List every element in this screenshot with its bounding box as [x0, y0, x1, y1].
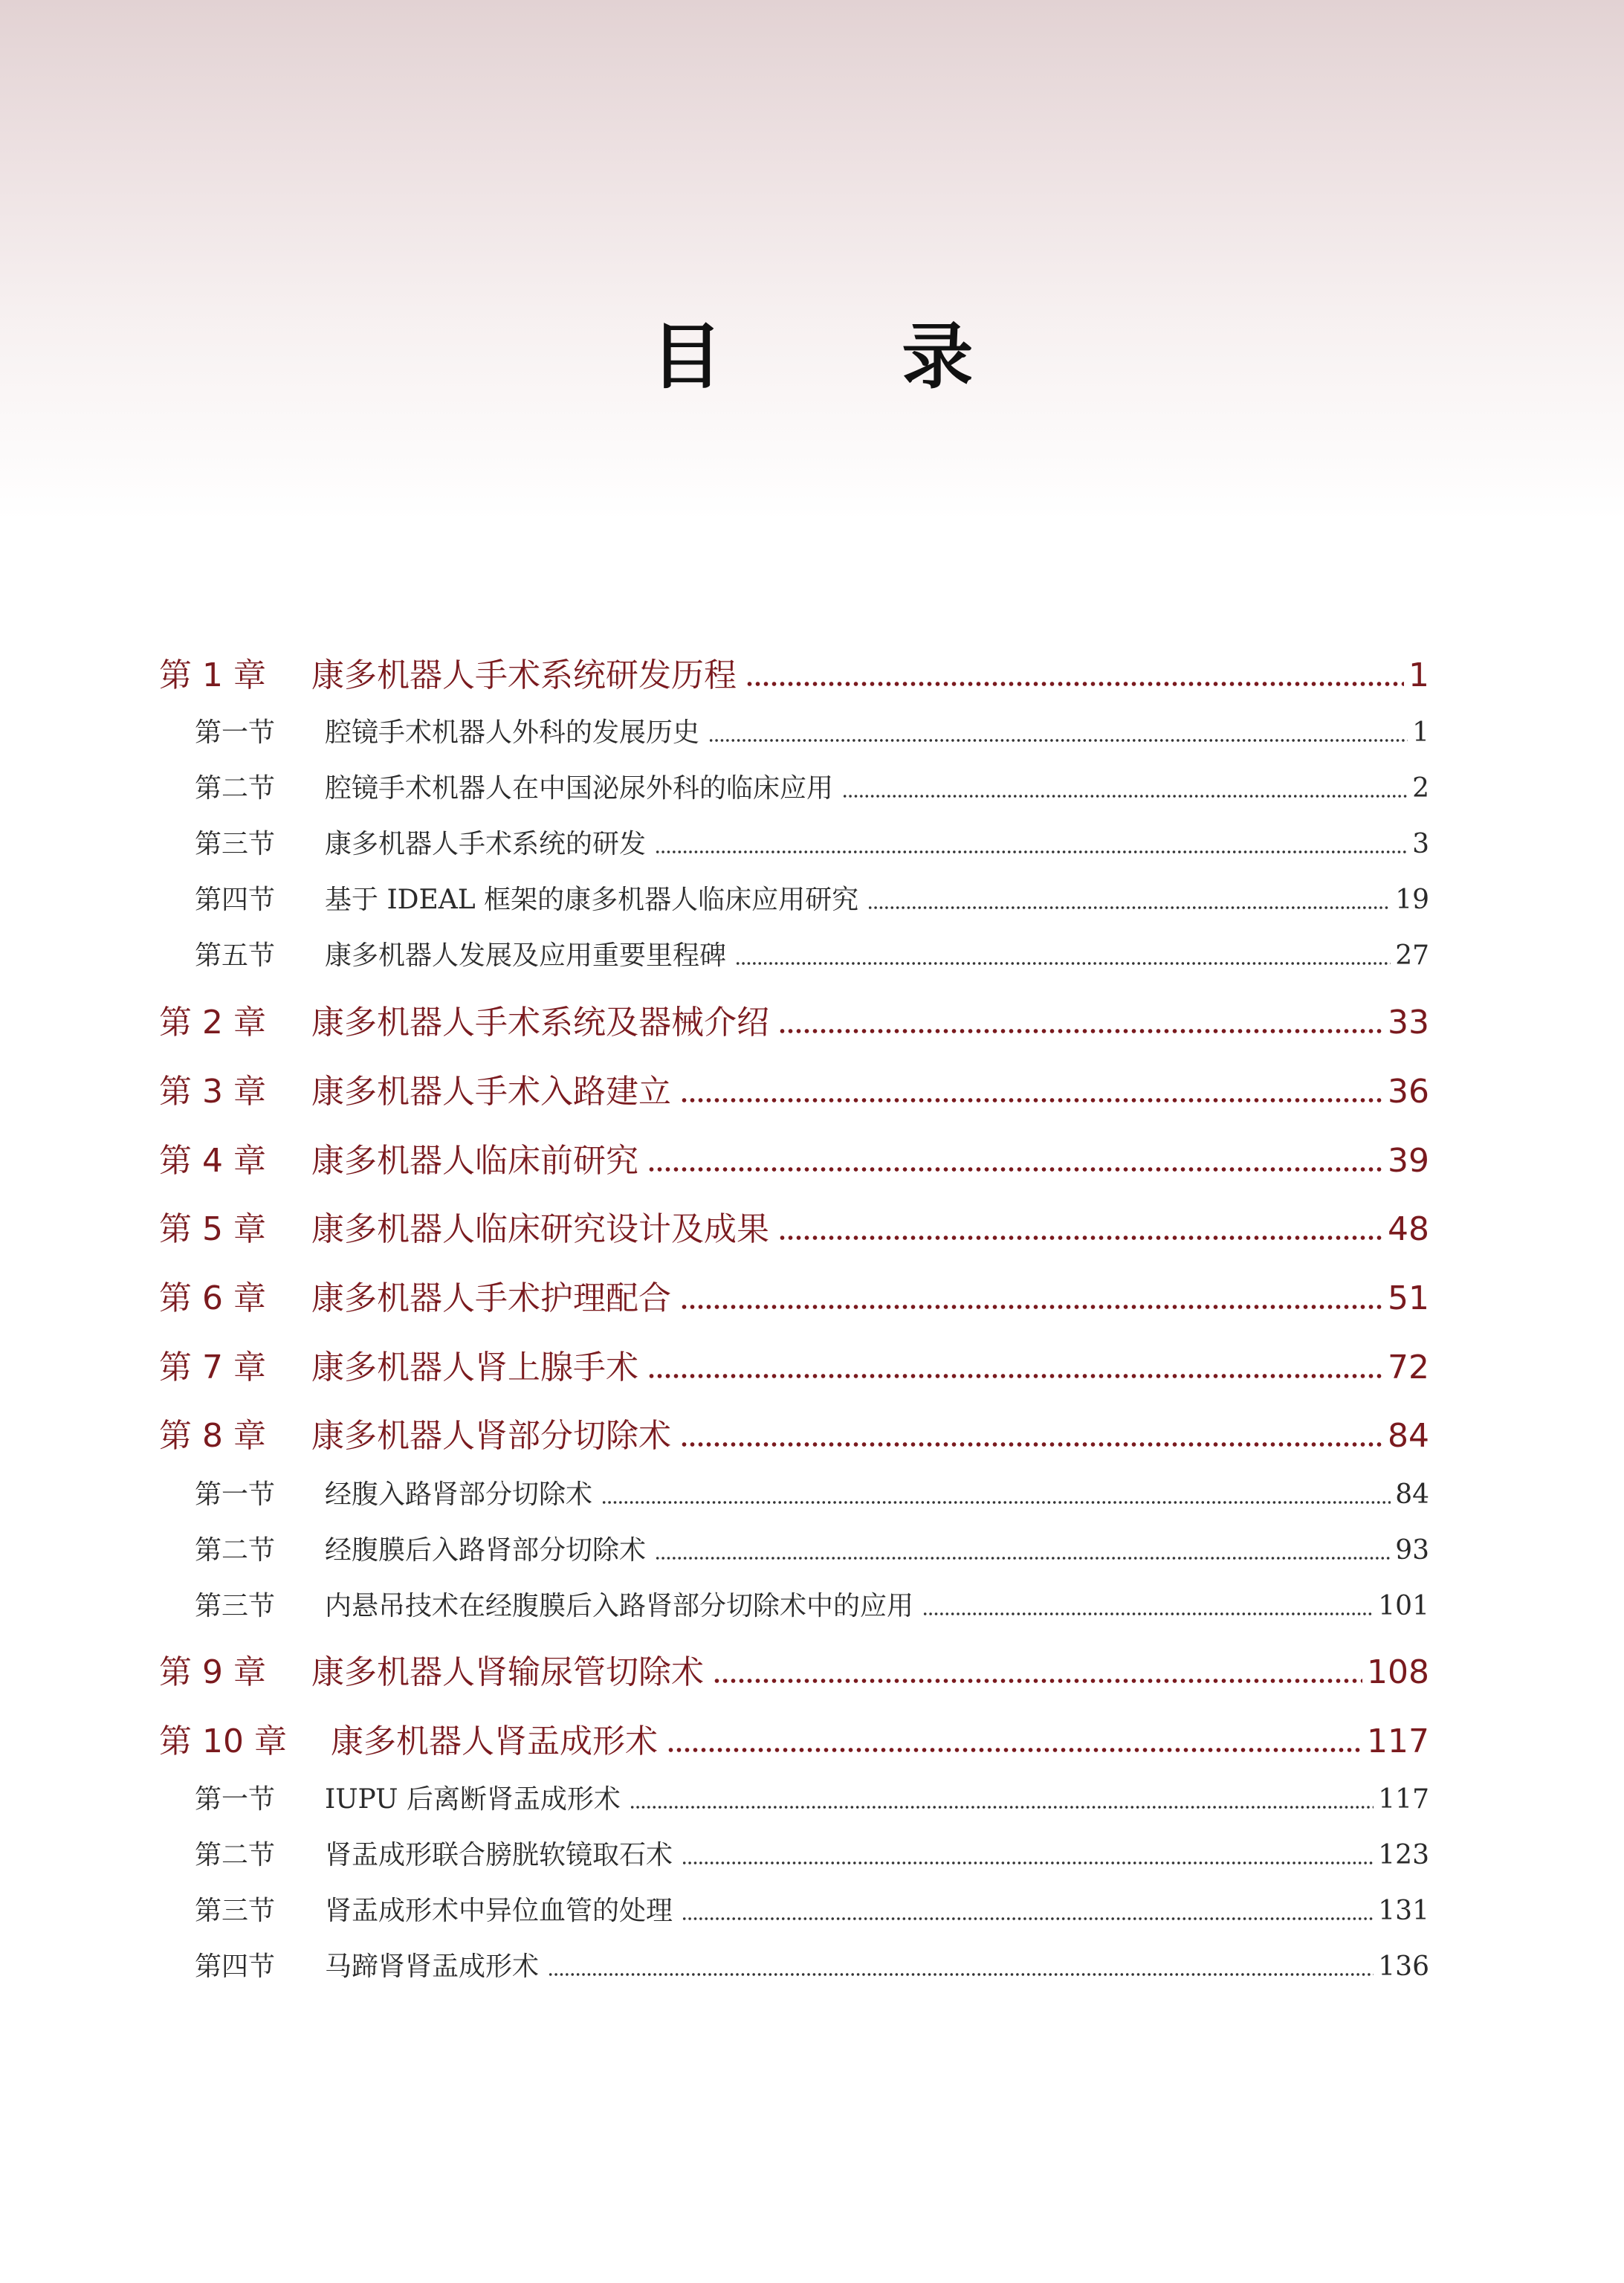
chapter-number: 第 4 章	[159, 1142, 266, 1180]
section-title: 康多机器人发展及应用重要里程碑	[325, 940, 727, 971]
dot-leader	[867, 905, 1391, 910]
section-number: 第四节	[195, 1951, 276, 1982]
toc-section-10-4[interactable]	[159, 1948, 1429, 1986]
section-number: 第四节	[195, 885, 276, 915]
dot-leader	[922, 1612, 1374, 1616]
toc-chapter-5[interactable]	[159, 1206, 1429, 1253]
page-number: 19	[1395, 885, 1429, 915]
toc-chapter-1[interactable]	[159, 652, 1429, 700]
page-number: 84	[1395, 1479, 1429, 1510]
section-number: 第二节	[195, 773, 276, 804]
page-number: 2	[1412, 773, 1429, 804]
section-title: 腔镜手术机器人在中国泌尿外科的临床应用	[325, 773, 834, 804]
section-title: 马蹄肾肾盂成形术	[325, 1951, 540, 1982]
toc-chapter-6[interactable]	[159, 1275, 1429, 1323]
toc-chapter-8[interactable]	[159, 1412, 1429, 1460]
page-number: 48	[1388, 1210, 1429, 1248]
dot-leader	[601, 1500, 1391, 1505]
section-number: 第三节	[195, 1896, 276, 1926]
chapter-number: 第 3 章	[159, 1073, 266, 1111]
toc-section-10-3[interactable]	[159, 1892, 1429, 1931]
section-title: 康多机器人手术系统的研发	[325, 829, 647, 859]
toc-chapter-3[interactable]	[159, 1068, 1429, 1116]
dot-leader	[713, 1678, 1362, 1684]
chapter-title: 康多机器人手术系统及器械介绍	[311, 1004, 769, 1042]
page-number: 131	[1378, 1896, 1429, 1926]
chapter-title: 康多机器人手术入路建立	[311, 1073, 671, 1111]
toc-section-10-2[interactable]	[159, 1836, 1429, 1875]
dot-leader	[842, 794, 1408, 798]
dot-leader	[647, 1166, 1383, 1172]
toc-section-8-2[interactable]	[159, 1531, 1429, 1570]
dot-leader	[778, 1235, 1383, 1241]
page-number: 1	[1412, 717, 1429, 748]
section-title: 内悬吊技术在经腹膜后入路肾部分切除术中的应用	[325, 1591, 914, 1621]
chapter-number: 第 7 章	[159, 1349, 266, 1386]
section-title: 腔镜手术机器人外科的发展历史	[325, 717, 700, 748]
page-title: 目 录	[650, 315, 1051, 398]
section-number: 第二节	[195, 1840, 276, 1870]
toc-section-1-4[interactable]	[159, 881, 1429, 920]
chapter-number: 第 6 章	[159, 1279, 266, 1317]
page-number: 39	[1388, 1142, 1429, 1180]
dot-leader	[682, 1861, 1374, 1865]
chapter-number: 第 1 章	[159, 656, 266, 694]
dot-leader	[548, 1972, 1374, 1977]
chapter-number: 第 9 章	[159, 1653, 266, 1691]
toc-section-1-1[interactable]	[159, 714, 1429, 752]
page-number: 117	[1367, 1722, 1429, 1760]
section-title: 肾盂成形术中异位血管的处理	[325, 1896, 673, 1926]
dot-leader	[745, 681, 1404, 687]
dot-leader	[735, 961, 1391, 966]
toc-chapter-4[interactable]	[159, 1137, 1429, 1185]
page-number: 3	[1412, 829, 1429, 859]
page-header-band	[0, 0, 1624, 520]
dot-leader	[667, 1747, 1362, 1753]
chapter-number: 第 10 章	[159, 1722, 287, 1760]
toc-chapter-10[interactable]	[159, 1718, 1429, 1766]
page-number: 84	[1388, 1417, 1429, 1455]
page-number: 123	[1378, 1840, 1429, 1870]
toc-chapter-9[interactable]	[159, 1649, 1429, 1696]
page-number: 51	[1388, 1279, 1429, 1317]
chapter-title: 康多机器人临床前研究	[311, 1142, 638, 1180]
chapter-title: 康多机器人肾上腺手术	[311, 1349, 638, 1386]
page-number: 27	[1395, 940, 1429, 971]
dot-leader	[655, 1556, 1391, 1560]
section-title: 肾盂成形联合膀胱软镜取石术	[325, 1840, 673, 1870]
section-number: 第三节	[195, 829, 276, 859]
section-title: 经腹膜后入路肾部分切除术	[325, 1535, 647, 1566]
dot-leader	[680, 1097, 1383, 1103]
page-number: 101	[1378, 1591, 1429, 1621]
page-number: 108	[1367, 1653, 1429, 1691]
dot-leader	[647, 1373, 1383, 1379]
chapter-title: 康多机器人肾部分切除术	[311, 1417, 671, 1455]
dot-leader	[680, 1441, 1383, 1447]
page-number: 117	[1378, 1784, 1429, 1815]
section-number: 第一节	[195, 1479, 276, 1510]
toc-section-1-3[interactable]	[159, 825, 1429, 864]
dot-leader	[682, 1917, 1374, 1921]
section-number: 第一节	[195, 717, 276, 748]
section-number: 第二节	[195, 1535, 276, 1566]
chapter-number: 第 5 章	[159, 1210, 266, 1248]
section-title: 经腹入路肾部分切除术	[325, 1479, 593, 1510]
toc-section-10-1[interactable]	[159, 1780, 1429, 1819]
page-number: 33	[1388, 1004, 1429, 1042]
page-number: 36	[1388, 1073, 1429, 1111]
section-title: IUPU 后离断肾盂成形术	[325, 1784, 621, 1815]
page-number: 136	[1378, 1951, 1429, 1982]
chapter-title: 康多机器人手术护理配合	[311, 1279, 671, 1317]
section-title: 基于 IDEAL 框架的康多机器人临床应用研究	[325, 885, 859, 915]
toc-section-1-2[interactable]	[159, 769, 1429, 808]
dot-leader	[708, 738, 1408, 743]
page-number: 1	[1408, 656, 1429, 694]
page-number: 93	[1395, 1535, 1429, 1566]
section-number: 第五节	[195, 940, 276, 971]
chapter-title: 康多机器人临床研究设计及成果	[311, 1210, 769, 1248]
toc-chapter-7[interactable]	[159, 1344, 1429, 1392]
page-number: 72	[1388, 1349, 1429, 1386]
section-number: 第一节	[195, 1784, 276, 1815]
toc-chapter-2[interactable]	[159, 999, 1429, 1047]
dot-leader	[680, 1304, 1383, 1310]
toc-section-8-1[interactable]	[159, 1476, 1429, 1514]
dot-leader	[778, 1028, 1383, 1034]
toc-section-8-3[interactable]	[159, 1587, 1429, 1626]
chapter-title: 康多机器人肾盂成形术	[331, 1722, 658, 1760]
dot-leader	[655, 850, 1408, 854]
chapter-number: 第 2 章	[159, 1004, 266, 1042]
dot-leader	[630, 1805, 1374, 1809]
toc-section-1-5[interactable]	[159, 937, 1429, 975]
chapter-number: 第 8 章	[159, 1417, 266, 1455]
chapter-title: 康多机器人肾输尿管切除术	[311, 1653, 704, 1691]
section-number: 第三节	[195, 1591, 276, 1621]
chapter-title: 康多机器人手术系统研发历程	[311, 656, 737, 694]
